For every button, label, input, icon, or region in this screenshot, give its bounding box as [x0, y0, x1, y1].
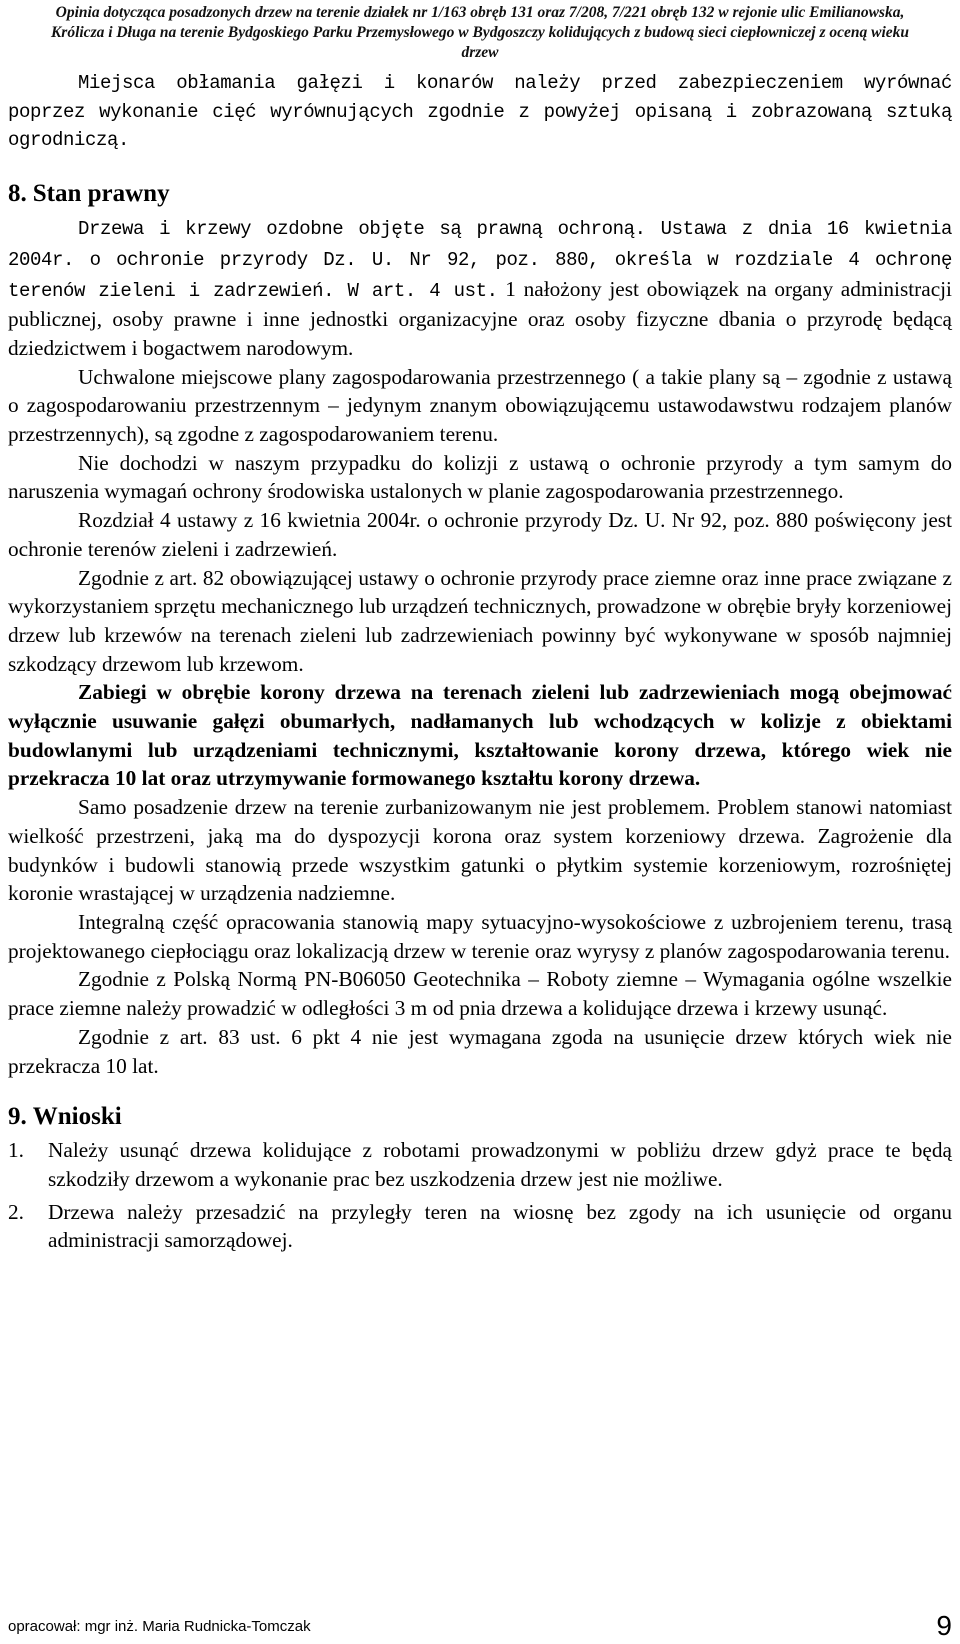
list-item	[8, 1198, 952, 1255]
section-8-paragraph-7: Samo posadzenie drzew na terenie zurbanizowanym nie jest problemem. Problem stanowi natomiast wielkość przestrzeni, jaką ma do dyspozycji korona oraz system korzeniowy drzewa. Zagrożenie dla budynków i budowli stanowią przede wszystkim gatunki o płytkim systemie korzeniowym, rozrośniętej koronie wrastającej w urządzenia nadziemne.	[8, 795, 952, 906]
list-item-number: 1.	[8, 1138, 24, 1163]
page-footer	[8, 1612, 952, 1642]
footer-author: opracował: mgr inż. Maria Rudnicka-Tomczak	[8, 1618, 311, 1635]
header-line-3: drzew	[461, 44, 499, 61]
section-8-paragraph-1b: 1 nałożony jest obowiązek na organy administracji publicznej, osoby prawne i inne jednostki organizacyjne oraz osoby fizyczne dbania o przyrodę będącą dziedzictwem i bogactwem narodowym.	[8, 276, 952, 360]
header-line-2: Królicza i Długa na terenie Bydgoskiego Parku Przemysłowego w Bydgoszczy kolidujących z budową sieci ciepłowniczej z oceną wieku	[50, 24, 910, 41]
list-item-number: 2.	[8, 1199, 24, 1224]
section-9-number: 9.	[8, 1103, 27, 1131]
document-body	[8, 69, 952, 1259]
section-8-paragraph-5: Zgodnie z art. 82 obowiązującej ustawy o ochronie przyrody prace ziemne oraz inne prace związane z wykorzystaniem sprzętu mechanicznego lub urządzeń technicznych, prowadzone w obrębie bryły korzeniowej drzew lub krzewów na terenach zieleni lub zadrzewieniach powinny być wykonywane w sposób najmniej szkodzący drzewom lub krzewom.	[8, 565, 952, 676]
section-9-heading	[8, 1102, 952, 1132]
list-item	[8, 1136, 952, 1193]
section-8-paragraph-1a: Drzewa i krzewy ozdobne objęte są prawną ochroną. Ustawa z dnia 16 kwietnia 2004r. o ochronie przyrody Dz. U. Nr 92, poz. 880, określa w rozdziale 4 ochronę terenów zieleni i zadrzewień. W art. 4 ust.	[8, 218, 952, 302]
section-8-paragraph-2: Uchwalone miejscowe plany zagospodarowania przestrzennego ( a takie plany są – zgodnie z ustawą o zagospodarowaniu przestrzennym – jedynym znanym obowiązującemu ustawodawstwu rodzajem planów przestrzennych), są zgodne z zagospodarowaniem terenu.	[8, 364, 952, 447]
section-9-title: Wnioski	[32, 1103, 122, 1131]
list-item-text: Należy usunąć drzewa kolidujące z robotami prowadzonymi w pobliżu drzew gdyż prace te będą szkodziły drzewom a wykonanie prac bez uszkodzenia drzew jest nie możliwe.	[48, 1138, 952, 1191]
page-number: 9	[936, 1610, 952, 1641]
intro-paragraph: Miejsca obłamania gałęzi i konarów należy przed zabezpieczeniem wyrównać poprzez wykonanie cięć wyrównujących zgodnie z powyżej opisaną i zobrazowaną sztuką ogrodniczą.	[8, 72, 952, 152]
section-8-paragraph-6: Zabiegi w obrębie korony drzewa na terenach zieleni lub zadrzewieniach mogą obejmować wyłącznie usuwanie gałęzi obumarłych, nadłamanych lub wchodzących w kolizje z obiektami budowlanymi lub urządzeniami technicznymi, kształtowanie korony drzewa, którego wiek nie przekracza 10 lat oraz utrzymywanie formowanego kształtu korony drzewa.	[8, 680, 952, 791]
section-8-paragraph-1	[8, 213, 952, 363]
section-8-title: Stan prawny	[32, 180, 170, 208]
running-header	[8, 3, 952, 63]
section-8-paragraph-10: Zgodnie z art. 83 ust. 6 pkt 4 nie jest wymagana zgoda na usunięcie drzew których wiek nie przekracza 10 lat.	[8, 1024, 952, 1078]
section-8-paragraph-8: Integralną część opracowania stanowią mapy sytuacyjno-wysokościowe z uzbrojeniem terenu, trasą projektowanego ciepłociągu oraz lokalizacją drzew w terenie oraz wyrysy z planów zagospodarowania terenu.	[8, 909, 952, 963]
section-8-heading	[8, 179, 952, 209]
section-8-paragraph-3: Nie dochodzi w naszym przypadku do kolizji z ustawą o ochronie przyrody a tym samym do naruszenia wymagań ochrony środowiska ustalonych w planie zagospodarowania przestrzennego.	[8, 450, 952, 504]
section-8-paragraph-4: Rozdział 4 ustawy z 16 kwietnia 2004r. o ochronie przyrody Dz. U. Nr 92, poz. 880 poświęcony jest ochronie terenów zieleni i zadrzewień.	[8, 508, 952, 561]
header-line-1: Opinia dotycząca posadzonych drzew na terenie działek nr 1/163 obręb 131 oraz 7/208, 7/221 obręb 132 w rejonie ulic Emilianowska,	[55, 4, 905, 21]
section-8-number: 8.	[8, 180, 27, 208]
list-item-text: Drzewa należy przesadzić na przyległy teren na wiosnę bez zgody na ich usunięcie od organu administracji samorządowej.	[48, 1199, 952, 1253]
section-8-paragraph-9: Zgodnie z Polską Normą PN-B06050 Geotechnika – Roboty ziemne – Wymagania ogólne wszelkie prace ziemne należy prowadzić w odległości 3 m od pnia drzewa a kolidujące drzewa i krzewy usunąć.	[8, 967, 952, 1021]
conclusions-list	[8, 1136, 952, 1255]
